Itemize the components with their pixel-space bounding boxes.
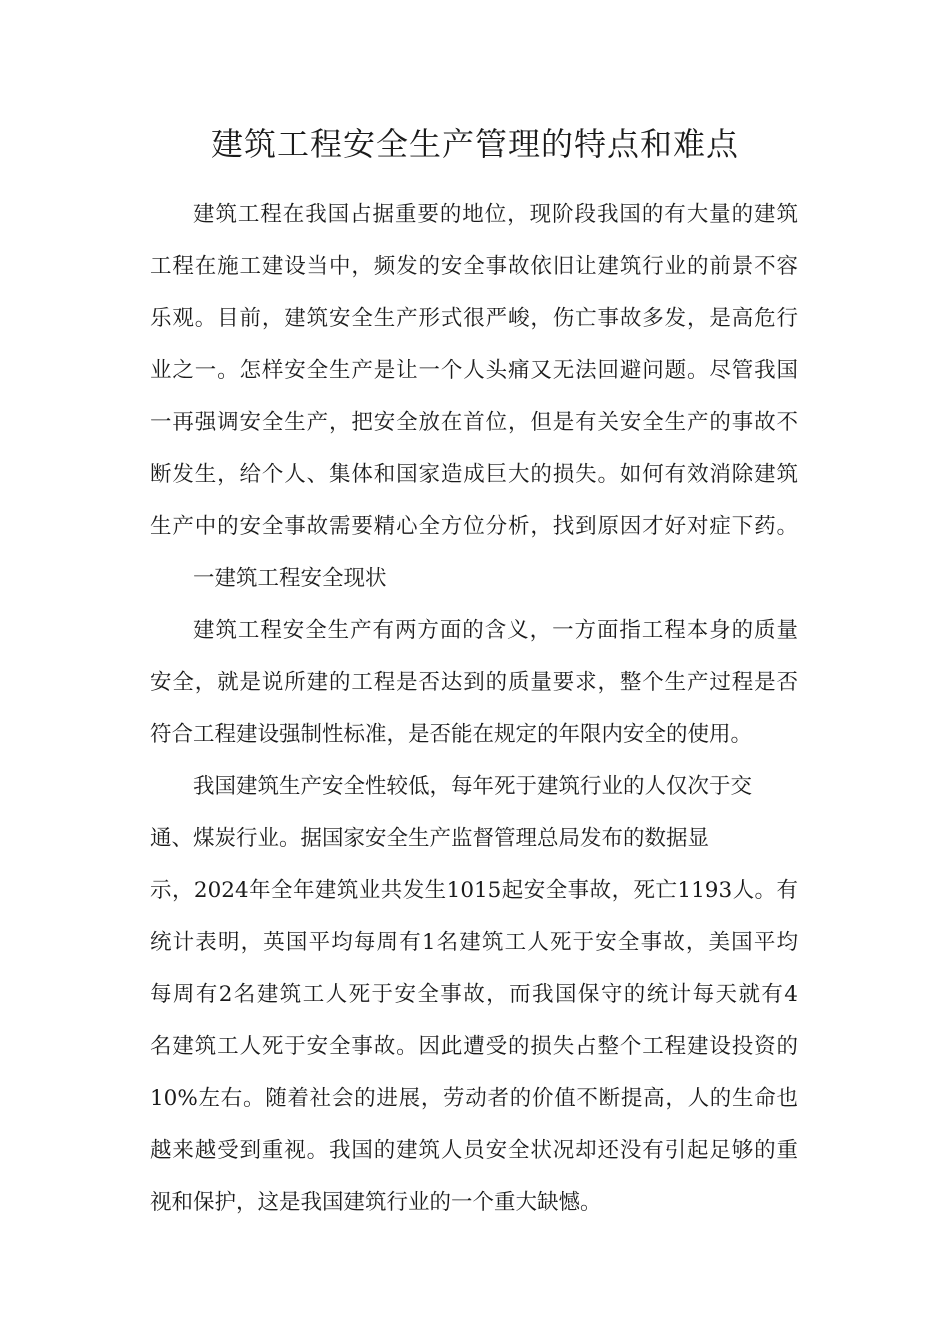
paragraph-line: 断发生，给个人、集体和国家造成巨大的损失。如何有效消除建筑 xyxy=(150,462,798,487)
paragraph-line: 生产中的安全事故需要精心全方位分析，找到原因才好对症下药。 xyxy=(150,514,798,539)
paragraph-line: 越来越受到重视。我国的建筑人员安全状况却还没有引起足够的重 xyxy=(150,1138,798,1163)
paragraph-line: 一再强调安全生产，把安全放在首位，但是有关安全生产的事故不 xyxy=(150,410,798,435)
paragraph-line: 示，2024年全年建筑业共发生1015起安全事故，死亡1193人。有 xyxy=(150,878,798,903)
paragraph-line: 建筑工程在我国占据重要的地位，现阶段我国的有大量的建筑 xyxy=(193,202,798,227)
paragraph-line: 10%左右。随着社会的进展，劳动者的价值不断提高，人的生命也 xyxy=(150,1086,798,1111)
paragraph-line: 每周有2名建筑工人死于安全事故，而我国保守的统计每天就有4 xyxy=(150,982,798,1007)
paragraph-line: 通、煤炭行业。据国家安全生产监督管理总局发布的数据显 xyxy=(150,826,710,851)
paragraph-line: 工程在施工建设当中，频发的安全事故依旧让建筑行业的前景不容 xyxy=(150,254,798,279)
paragraph-line: 业之一。怎样安全生产是让一个人头痛又无法回避问题。尽管我国 xyxy=(150,358,798,383)
paragraph-line: 名建筑工人死于安全事故。因此遭受的损失占整个工程建设投资的 xyxy=(150,1034,798,1059)
paragraph-line: 统计表明，英国平均每周有1名建筑工人死于安全事故，美国平均 xyxy=(150,930,798,955)
paragraph-line: 安全，就是说所建的工程是否达到的质量要求，整个生产过程是否 xyxy=(150,670,798,695)
document-title: 建筑工程安全生产管理的特点和难点 xyxy=(210,125,739,163)
paragraph-line: 建筑工程安全生产有两方面的含义，一方面指工程本身的质量 xyxy=(193,618,798,643)
paragraph-line: 我国建筑生产安全性较低，每年死于建筑行业的人仅次于交 xyxy=(193,774,753,799)
section-heading: 一建筑工程安全现状 xyxy=(193,566,387,591)
paragraph-line: 符合工程建设强制性标准，是否能在规定的年限内安全的使用。 xyxy=(150,722,753,747)
paragraph-line: 乐观。目前，建筑安全生产形式很严峻，伤亡事故多发，是高危行 xyxy=(150,306,798,331)
paragraph-line: 视和保护，这是我国建筑行业的一个重大缺憾。 xyxy=(150,1190,602,1215)
